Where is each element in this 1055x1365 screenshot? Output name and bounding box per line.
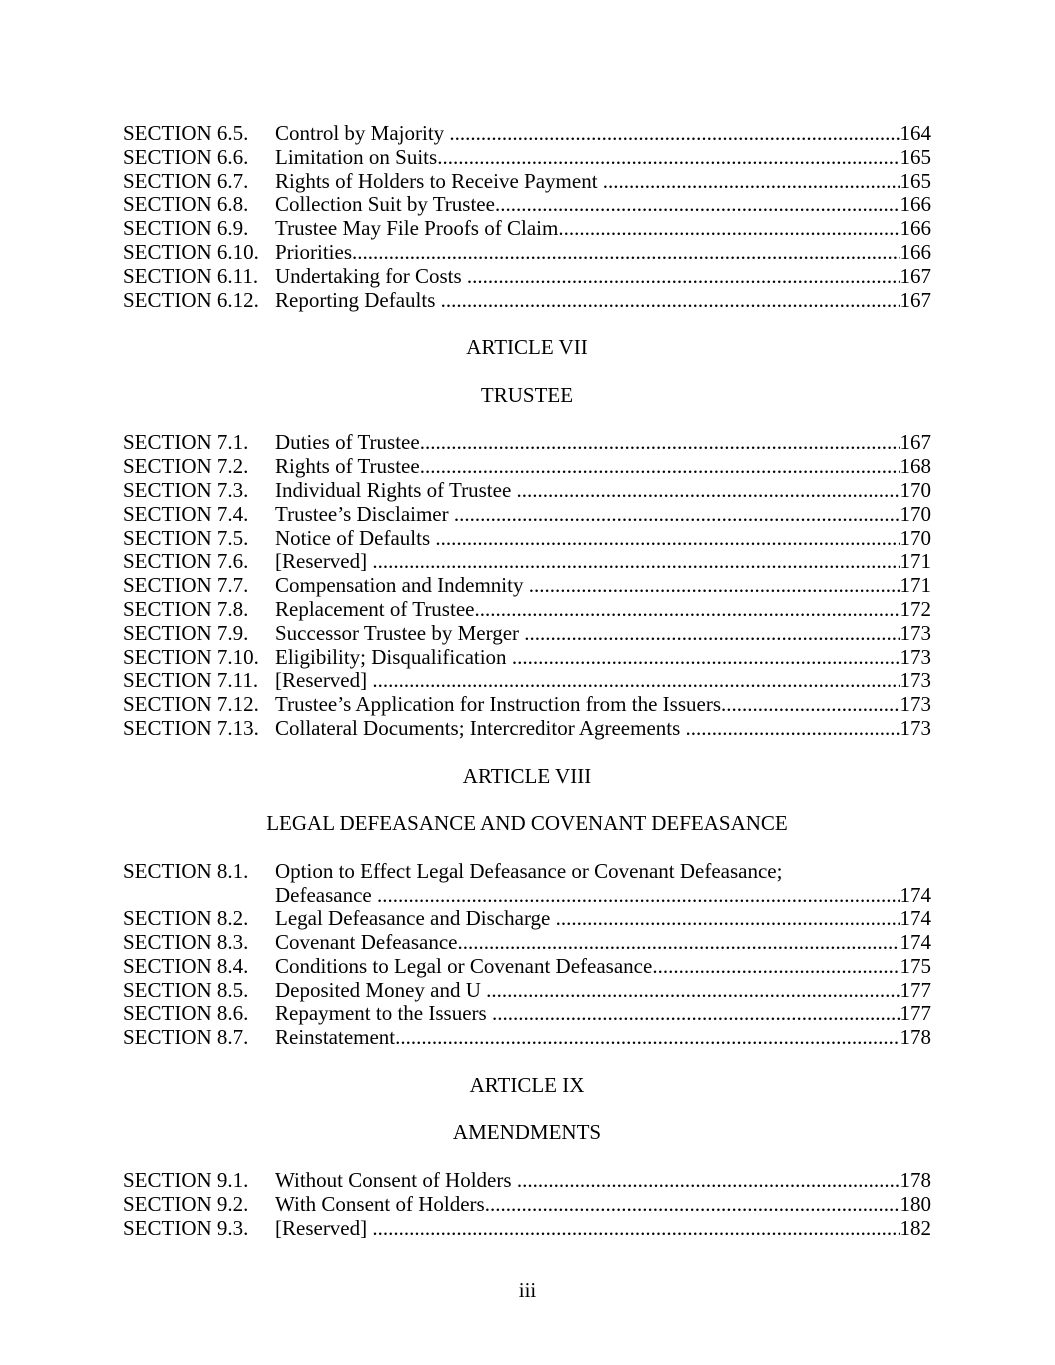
entry-page-number: 173 [899,692,931,717]
article-heading: ARTICLE VII [466,335,588,360]
entry-title: Eligibility; Disqualification [275,644,512,669]
section-label: SECTION 7.13. [123,715,259,740]
toc-entry [123,669,931,693]
entry-page-number: 178 [899,1168,931,1193]
dot-leader [603,170,900,194]
dot-leader [458,931,900,955]
footer-page-number: iii [518,1278,537,1302]
entry-page-number: 167 [899,430,931,455]
toc-entry [123,550,931,574]
entry-page-number: 165 [899,168,931,193]
toc-entry [123,907,931,931]
section-label: SECTION 8.6. [123,1001,249,1026]
entry-title: Reporting Defaults [275,287,441,312]
dot-leader [485,1193,900,1217]
table-of-contents [123,122,931,1240]
entry-page-number: 164 [899,121,931,145]
section-label: SECTION 7.4. [123,501,249,526]
entry-title: Replacement of Trustee [275,596,475,621]
entry-page-number: 174 [899,930,931,955]
toc-entry [123,1217,931,1241]
entry-page-number: 173 [899,620,931,645]
entry-page-number: 171 [899,573,931,598]
entry-page-number: 173 [899,715,931,740]
entry-title: Rights of Trustee [275,454,420,479]
entry-title: Trustee’s Application for Instruction from the Issuers [275,692,721,717]
toc-entry [123,527,931,551]
entry-title: With Consent of Holders [275,1191,485,1216]
dot-leader [686,717,900,741]
toc-entry [123,646,931,670]
entry-title: Successor Trustee by Merger [275,620,525,645]
section-label: SECTION 7.10. [123,644,259,669]
toc-entry [123,479,931,503]
section-label: SECTION 7.2. [123,454,249,479]
entry-title: Trustee’s Disclaimer [275,501,454,526]
section-label: SECTION 7.6. [123,549,249,574]
dot-leader [495,193,900,217]
entry-title: Rights of Holders to Receive Payment [275,168,603,193]
entry-title: Covenant Defeasance [275,930,458,955]
page-footer [0,1279,1055,1303]
section-label: SECTION 7.12. [123,692,259,717]
section-label: SECTION 6.7. [123,168,249,193]
entry-title: Notice of Defaults [275,525,436,550]
section-label: SECTION 9.3. [123,1215,249,1240]
toc-entry [123,860,931,884]
section-label: SECTION 6.9. [123,216,249,241]
entry-title: Trustee May File Proofs of Claim [275,216,559,241]
toc-entry-continuation [123,884,931,908]
section-label: SECTION 6.6. [123,144,249,169]
entry-page-number: 167 [899,263,931,288]
article-subheading: AMENDMENTS [452,1120,602,1145]
section-label: SECTION 7.11. [123,668,259,693]
dot-leader [517,1169,900,1193]
toc-entry [123,1026,931,1050]
dot-leader [372,669,899,693]
toc-entry [123,241,931,265]
entry-title: Repayment to the Issuers [275,1001,492,1026]
entry-title: [Reserved] [275,549,373,574]
entry-title: Option to Effect Legal Defeasance or Covenant Defeasance; [275,858,783,883]
dot-leader [558,217,899,241]
entry-title: Duties of Trustee [275,430,420,455]
entry-page-number: 177 [899,1001,931,1026]
section-label: SECTION 9.1. [123,1168,249,1193]
entry-title: [Reserved] [275,1215,373,1240]
section-label: SECTION 8.3. [123,930,249,955]
dot-leader [352,241,900,265]
entry-title: Reinstatement [275,1025,396,1050]
section-label: SECTION 8.1. [123,858,249,883]
section-label: SECTION 6.10. [123,239,259,264]
entry-title: Collateral Documents; Intercreditor Agreements [275,715,686,740]
dot-leader [556,907,900,931]
dot-leader [517,479,900,503]
entry-page-number: 170 [899,477,931,502]
toc-entry [123,622,931,646]
entry-title: Legal Defeasance and Discharge [275,906,556,931]
dot-leader [467,265,900,289]
entry-title: Control by Majority [275,121,450,145]
toc-entry [123,170,931,194]
section-label: SECTION 9.2. [123,1191,249,1216]
dot-leader [420,431,900,455]
dot-leader [529,574,900,598]
dot-leader [437,146,899,170]
toc-entry [123,717,931,741]
entry-page-number: 182 [899,1215,931,1240]
article-heading: ARTICLE IX [469,1072,585,1097]
toc-entry [123,289,931,313]
section-label: SECTION 7.9. [123,620,249,645]
section-label: SECTION 6.5. [123,121,249,145]
dot-leader [721,693,900,717]
entry-title: Deposited Money and U [275,977,487,1002]
toc-entry [123,1193,931,1217]
entry-page-number: 177 [899,977,931,1002]
dot-leader [441,289,900,313]
entry-title: [Reserved] [275,668,373,693]
dot-leader [372,1217,899,1241]
toc-entry [123,431,931,455]
section-label: SECTION 8.5. [123,977,249,1002]
section-label: SECTION 6.8. [123,192,249,217]
dot-leader [524,622,899,646]
entry-page-number: 171 [899,549,931,574]
entry-page-number: 165 [899,144,931,169]
entry-page-number: 172 [899,596,931,621]
section-label: SECTION 6.11. [123,263,259,288]
article-heading: ARTICLE VIII [462,763,592,788]
dot-leader [474,598,899,622]
entry-page-number: 173 [899,668,931,693]
dot-leader [486,979,899,1003]
toc-entry [123,455,931,479]
section-label: SECTION 7.3. [123,477,249,502]
dot-leader [512,646,900,670]
entry-title: Individual Rights of Trustee [275,477,517,502]
toc-entry [123,217,931,241]
entry-page-number: 178 [899,1025,931,1050]
entry-page-number: 168 [899,454,931,479]
section-label: SECTION 6.12. [123,287,259,312]
entry-page-number: 170 [899,501,931,526]
entry-title: Defeasance [275,882,378,907]
toc-entry [123,122,931,146]
entry-page-number: 180 [899,1191,931,1216]
dot-leader [377,884,899,908]
dot-leader [435,527,899,551]
entry-title: Priorities [275,239,352,264]
section-label: SECTION 7.1. [123,430,249,455]
toc-entry [123,265,931,289]
entry-title: Conditions to Legal or Covenant Defeasance [275,953,653,978]
dot-leader [420,455,900,479]
toc-entry [123,693,931,717]
toc-entry [123,193,931,217]
section-label: SECTION 7.5. [123,525,249,550]
entry-page-number: 174 [899,882,931,907]
toc-entry [123,146,931,170]
entry-title: Undertaking for Costs [275,263,467,288]
entry-page-number: 166 [899,192,931,217]
toc-entry [123,931,931,955]
entry-page-number: 174 [899,906,931,931]
dot-leader [492,1002,900,1026]
section-label: SECTION 8.7. [123,1025,249,1050]
section-label: SECTION 7.7. [123,573,249,598]
section-label: SECTION 8.4. [123,953,249,978]
dot-leader [395,1026,899,1050]
dot-leader [372,550,899,574]
entry-page-number: 167 [899,287,931,312]
entry-title: Collection Suit by Trustee [275,192,495,217]
section-label: SECTION 8.2. [123,906,249,931]
entry-title: Without Consent of Holders [275,1168,517,1193]
toc-entry [123,598,931,622]
dot-leader [652,955,899,979]
entry-page-number: 175 [899,953,931,978]
toc-entry [123,1002,931,1026]
toc-entry [123,979,931,1003]
toc-entry [123,1169,931,1193]
entry-page-number: 166 [899,216,931,241]
entry-title: Limitation on Suits [275,144,438,169]
article-subheading: LEGAL DEFEASANCE AND COVENANT DEFEASANCE [266,811,788,836]
section-label: SECTION 7.8. [123,596,249,621]
entry-page-number: 170 [899,525,931,550]
toc-entry [123,955,931,979]
toc-entry [123,574,931,598]
dot-leader [449,122,899,146]
dot-leader [454,503,900,527]
entry-page-number: 166 [899,239,931,264]
toc-entry [123,503,931,527]
entry-page-number: 173 [899,644,931,669]
entry-title: Compensation and Indemnity [275,573,529,598]
article-subheading: TRUSTEE [480,382,574,407]
